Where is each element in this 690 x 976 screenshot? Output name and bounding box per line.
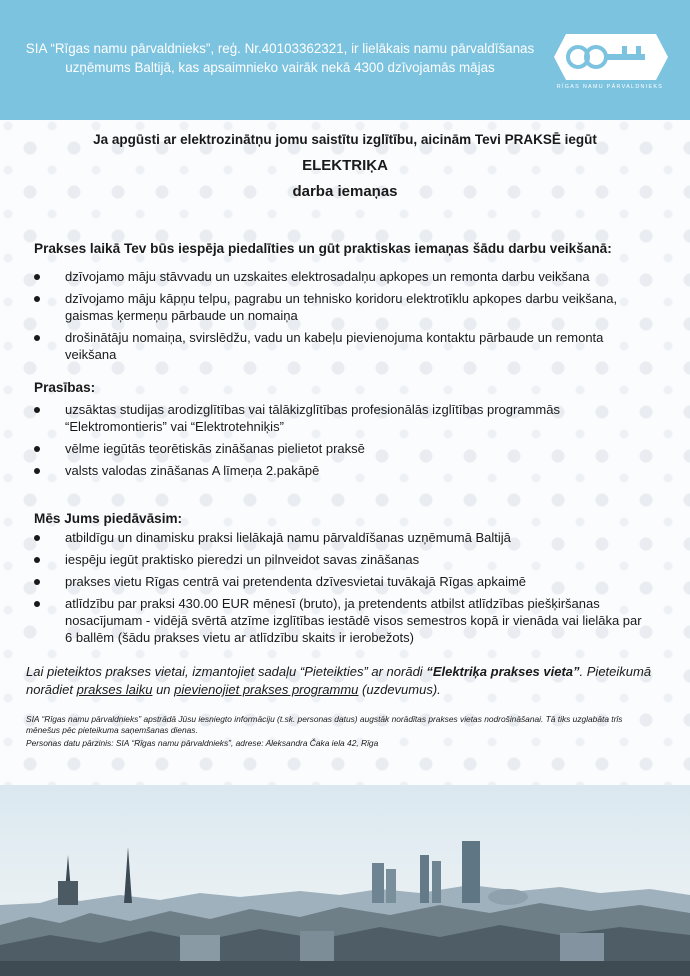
list-item: atbildīgu un dinamisku praksi lielākajā namu pārvaldīšanas uzņēmumā Baltijā (32, 529, 652, 546)
key-icon (552, 32, 668, 82)
logo-caption: RĪGAS NAMU PĀRVALDNIEKS (556, 84, 664, 90)
list-item: vēlme iegūtās teorētiskās zināšanas pielietot praksē (32, 440, 652, 457)
offer-list (32, 529, 652, 651)
apply-text: (uzdevumus). (358, 682, 441, 697)
list-item: dzīvojamo māju stāvvadu un uzskaites elektrosadalņu apkopes un remonta darbu veikšana (32, 268, 652, 285)
practice-list (32, 268, 652, 368)
header-text: SIA “Rīgas namu pārvaldnieks”, reģ. Nr.40103362321, ir lielākais namu pārvaldīšanas uzņēmums Baltijā, kas apsaimnieko vairāk nekā 4300 dzīvojamās mājas (25, 41, 535, 75)
company-logo (552, 32, 668, 96)
list-item: valsts valodas zināšanas A līmeņa 2.pakāpē (32, 462, 652, 479)
offer-section-title: Mēs Jums piedāvāsim: (34, 511, 183, 526)
list-item: atlīdzību par praksi 430.00 EUR mēnesī (bruto), ja pretendents atbilst atlīdzības piešķiršanas nosacījumam - vidējā svērtā atzīme izglītības iestādē visos semestros kopā ir vienāda vai lielāka par 6 ballēm (šādu prakses vietu ar atlīdzību skaits ir ierobežots) (32, 595, 652, 646)
page-subtitle: darba iemaņas (292, 183, 398, 200)
requirements-list (32, 401, 652, 484)
practice-time-link[interactable]: prakses laiku (76, 682, 153, 697)
list-item: prakses vietu Rīgas centrā vai pretendenta dzīvesvietai tuvākajā Rīgas apkaimē (32, 573, 652, 590)
apply-text: Lai pieteiktos prakses vietai, izmantojiet sadaļu “Pieteikties” ar norādi (26, 664, 427, 679)
apply-bold-text: “Elektriķa prakses vieta” (426, 664, 580, 679)
apply-text: . Pieteikumā norādiet (26, 664, 652, 697)
intro-line: Ja apgūsti ar elektrozinātņu jomu saistītu izglītību, aicinām Tevi PRAKSĒ iegūt (93, 132, 597, 147)
list-item: dzīvojamo māju kāpņu telpu, pagrabu un tehnisko koridoru elektrotīklu apkopes darbu veikšana, gaismas ķermeņu pārbaude un nomaiņa (32, 290, 652, 324)
application-instructions (26, 663, 666, 699)
riga-skyline-photo (0, 785, 690, 976)
apply-text: un (152, 682, 175, 697)
practice-program-link[interactable]: pievienojiet prakses programmu (174, 682, 359, 697)
header-banner (0, 0, 690, 120)
list-item: uzsāktas studijas arodizglītības vai tālākizglītības profesionālās izglītības programmās “Elektromontieris” vai “Elektrotehniķis” (32, 401, 652, 435)
list-item: iespēju iegūt praktisko pieredzi un pilnveidot savas zināšanas (32, 551, 652, 568)
requirements-section-title: Prasības: (34, 380, 96, 395)
practice-section-title: Prakses laikā Tev būs iespēja piedalīties un gūt praktiskas iemaņas šādu darbu veikšanā: (34, 241, 612, 256)
page-title: ELEKTRIĶA (302, 157, 388, 174)
list-item: drošinātāju nomaiņa, svirslēdžu, vadu un kabeļu pievienojuma kontaktu pārbaude un remonta veikšana (32, 329, 652, 363)
data-controller-footnote: Personas datu pārzinis: SIA “Rīgas namu pārvaldnieks”, adrese: Aleksandra Čaka iela 42, Rīga (26, 738, 379, 748)
privacy-footnote: SIA “Rīgas namu pārvaldnieks” apstrādā Jūsu iesniegto informāciju (t.sk. personas datus) augstāk norādītas prakses vietas nodrošināšanai. Tā tiks uzglabāta trīs mēnešus pēc pieteikuma saņemšanas dienas. (26, 714, 623, 735)
